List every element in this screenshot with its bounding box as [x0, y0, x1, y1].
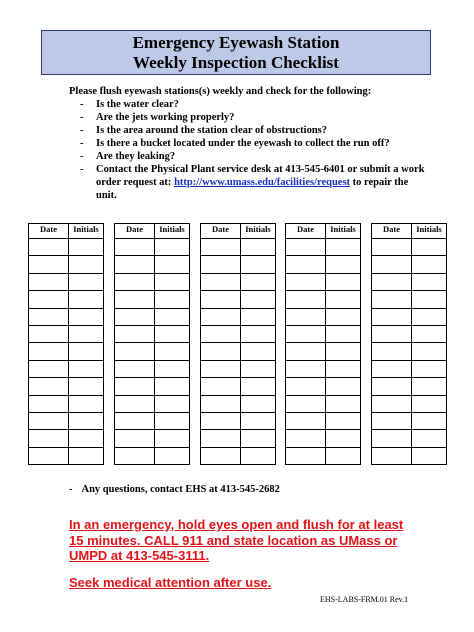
date-cell [372, 430, 412, 447]
date-cell [29, 395, 69, 412]
initials-cell [69, 412, 104, 429]
title-box [41, 30, 431, 75]
date-cell [115, 256, 155, 273]
table-row [29, 395, 104, 412]
date-cell [201, 291, 241, 308]
date-cell [286, 308, 326, 325]
date-cell [286, 239, 326, 256]
table-row [372, 378, 447, 395]
initials-cell [155, 273, 190, 290]
initials-cell [69, 447, 104, 464]
initials-cell [412, 239, 447, 256]
table-row [372, 291, 447, 308]
check-item [69, 124, 429, 137]
date-cell [372, 256, 412, 273]
initials-cell [326, 291, 361, 308]
initials-cell [412, 273, 447, 290]
date-cell [372, 447, 412, 464]
bullet-dash: - [80, 99, 84, 110]
date-cell [201, 325, 241, 342]
date-cell [372, 395, 412, 412]
table-row [372, 430, 447, 447]
table-row [201, 256, 276, 273]
initials-cell [69, 360, 104, 377]
contact-plant-item [69, 163, 429, 202]
date-cell [115, 291, 155, 308]
date-cell [29, 412, 69, 429]
table-row [29, 360, 104, 377]
emergency-notice [69, 517, 409, 564]
check-item-text: Are the jets working properly? [96, 112, 235, 123]
table-row [372, 256, 447, 273]
date-cell [286, 447, 326, 464]
initials-cell [155, 430, 190, 447]
bullet-dash: - [80, 138, 84, 149]
date-cell [201, 412, 241, 429]
table-row [201, 239, 276, 256]
date-cell [201, 273, 241, 290]
initials-column-header: Initials [155, 224, 190, 239]
initials-cell [412, 308, 447, 325]
date-cell [29, 273, 69, 290]
date-cell [115, 360, 155, 377]
bullet-dash: - [80, 125, 84, 136]
date-cell [286, 291, 326, 308]
initials-cell [326, 360, 361, 377]
table-row [286, 360, 361, 377]
initials-cell [326, 256, 361, 273]
date-cell [201, 378, 241, 395]
initials-cell [69, 343, 104, 360]
check-item [69, 98, 429, 111]
date-cell [201, 395, 241, 412]
table-row [286, 273, 361, 290]
initials-cell [155, 395, 190, 412]
table-row [201, 308, 276, 325]
initials-cell [412, 360, 447, 377]
table-row [286, 412, 361, 429]
initials-column-header: Initials [326, 224, 361, 239]
initials-cell [412, 291, 447, 308]
table-row [115, 378, 190, 395]
bullet-dash: - [80, 151, 84, 162]
table-row [201, 343, 276, 360]
date-cell [286, 395, 326, 412]
date-cell [286, 412, 326, 429]
initials-cell [326, 239, 361, 256]
initials-cell [155, 308, 190, 325]
table-row [115, 256, 190, 273]
contact-plant-text-1: Contact the Physical Plant service desk at 413-545-6401 or submit a work order request at: [96, 164, 425, 188]
date-cell [115, 325, 155, 342]
date-cell [372, 343, 412, 360]
table-row [372, 343, 447, 360]
bullet-dash: - [69, 484, 73, 495]
date-cell [201, 308, 241, 325]
table-row [201, 412, 276, 429]
date-cell [372, 378, 412, 395]
date-cell [115, 430, 155, 447]
table-row [201, 360, 276, 377]
initials-cell [241, 378, 276, 395]
date-cell [115, 273, 155, 290]
initials-cell [69, 273, 104, 290]
seek-medical-notice: Seek medical attention after use. [69, 575, 272, 590]
contact-plant-text-2: to repair the unit. [96, 177, 409, 201]
date-cell [29, 308, 69, 325]
table-row [201, 395, 276, 412]
table-row [372, 273, 447, 290]
table-row [286, 447, 361, 464]
table-row [201, 447, 276, 464]
date-cell [372, 239, 412, 256]
table-row [29, 256, 104, 273]
bullet-dash: - [80, 164, 84, 175]
initials-cell [241, 360, 276, 377]
table-row [372, 325, 447, 342]
table-row [286, 430, 361, 447]
check-item-text: Are they leaking? [96, 151, 176, 162]
initials-cell [69, 325, 104, 342]
table-row [29, 308, 104, 325]
initials-cell [412, 412, 447, 429]
date-cell [115, 343, 155, 360]
table-row [29, 378, 104, 395]
ehs-contact-line [69, 484, 280, 495]
date-cell [372, 325, 412, 342]
initials-cell [412, 343, 447, 360]
table-row [286, 256, 361, 273]
initials-cell [155, 343, 190, 360]
table-row [29, 239, 104, 256]
initials-cell [155, 239, 190, 256]
table-row [115, 343, 190, 360]
table-row [115, 273, 190, 290]
date-cell [372, 360, 412, 377]
initials-column-header: Initials [412, 224, 447, 239]
initials-cell [241, 273, 276, 290]
initials-cell [155, 412, 190, 429]
initials-cell [69, 291, 104, 308]
table-row [201, 273, 276, 290]
table-row [372, 239, 447, 256]
date-column-header: Date [115, 224, 155, 239]
initials-cell [69, 430, 104, 447]
check-item [69, 137, 429, 150]
check-item [69, 111, 429, 124]
table-row [115, 308, 190, 325]
date-cell [29, 343, 69, 360]
date-cell [115, 412, 155, 429]
date-cell [286, 430, 326, 447]
initials-cell [155, 291, 190, 308]
date-column-header: Date [29, 224, 69, 239]
date-cell [372, 291, 412, 308]
instructions [69, 85, 429, 202]
check-item [69, 150, 429, 163]
date-cell [29, 378, 69, 395]
table-row [29, 412, 104, 429]
date-column-header: Date [201, 224, 241, 239]
initials-column-header: Initials [241, 224, 276, 239]
table-row [115, 412, 190, 429]
bullet-dash: - [80, 112, 84, 123]
initials-cell [326, 273, 361, 290]
initials-cell [241, 447, 276, 464]
date-cell [286, 325, 326, 342]
table-row [286, 239, 361, 256]
date-column-header: Date [286, 224, 326, 239]
table-row [286, 308, 361, 325]
date-cell [115, 308, 155, 325]
table-row [372, 308, 447, 325]
date-cell [372, 412, 412, 429]
inspection-log-table [28, 223, 104, 465]
initials-cell [326, 395, 361, 412]
initials-cell [326, 378, 361, 395]
initials-cell [412, 378, 447, 395]
table-row [286, 343, 361, 360]
initials-cell [155, 325, 190, 342]
title-line-2: Weekly Inspection Checklist [133, 53, 339, 72]
intro-text: Please flush eyewash stations(s) weekly and check for the following: [69, 86, 372, 97]
initials-cell [412, 325, 447, 342]
initials-cell [69, 256, 104, 273]
table-row [29, 430, 104, 447]
date-cell [201, 447, 241, 464]
table-row [115, 325, 190, 342]
date-cell [115, 378, 155, 395]
initials-cell [69, 395, 104, 412]
ehs-contact-text: Any questions, contact EHS at 413-545-2682 [81, 484, 280, 495]
date-cell [201, 343, 241, 360]
date-cell [286, 343, 326, 360]
date-cell [201, 360, 241, 377]
inspection-log-table [114, 223, 190, 465]
date-cell [286, 256, 326, 273]
table-row [115, 239, 190, 256]
table-row [201, 325, 276, 342]
table-row [372, 412, 447, 429]
date-cell [115, 395, 155, 412]
initials-cell [326, 430, 361, 447]
date-cell [286, 273, 326, 290]
initials-cell [241, 343, 276, 360]
date-cell [29, 325, 69, 342]
date-column-header: Date [372, 224, 412, 239]
table-row [201, 378, 276, 395]
table-row [372, 360, 447, 377]
date-cell [29, 239, 69, 256]
table-row [115, 430, 190, 447]
initials-cell [241, 325, 276, 342]
table-row [286, 378, 361, 395]
initials-cell [326, 343, 361, 360]
table-row [115, 395, 190, 412]
table-row [372, 447, 447, 464]
emergency-text: In an emergency, hold eyes open and flush for at least 15 minutes. CALL 911 and state location as UMass or UMPD at 413-545-3111. [69, 517, 404, 563]
date-cell [29, 291, 69, 308]
initials-cell [69, 239, 104, 256]
initials-cell [69, 308, 104, 325]
table-row [29, 447, 104, 464]
initials-cell [412, 395, 447, 412]
title-line-1: Emergency Eyewash Station [132, 33, 340, 52]
date-cell [29, 430, 69, 447]
table-row [29, 343, 104, 360]
date-cell [29, 256, 69, 273]
check-list [69, 98, 429, 202]
initials-cell [155, 378, 190, 395]
date-cell [201, 256, 241, 273]
date-cell [29, 360, 69, 377]
date-cell [29, 447, 69, 464]
table-row [201, 291, 276, 308]
form-number: EHS-LABS-FRM.01 Rev.1 [320, 595, 409, 604]
date-cell [201, 430, 241, 447]
initials-cell [326, 325, 361, 342]
date-cell [286, 378, 326, 395]
inspection-log-table [200, 223, 276, 465]
date-cell [201, 239, 241, 256]
initials-cell [326, 412, 361, 429]
date-cell [115, 239, 155, 256]
check-item-text: Is there a bucket located under the eyewash to collect the run off? [96, 138, 390, 149]
table-row [286, 325, 361, 342]
table-row [29, 325, 104, 342]
table-row [286, 291, 361, 308]
initials-cell [412, 256, 447, 273]
initials-cell [69, 378, 104, 395]
initials-cell [241, 239, 276, 256]
inspection-log-tables [28, 223, 444, 476]
check-item-text: Is the area around the station clear of obstructions? [96, 125, 327, 136]
initials-cell [155, 256, 190, 273]
initials-cell [155, 447, 190, 464]
initials-cell [412, 430, 447, 447]
initials-cell [241, 291, 276, 308]
inspection-log-table [371, 223, 447, 465]
initials-cell [412, 447, 447, 464]
date-cell [286, 360, 326, 377]
check-item-text: Is the water clear? [96, 99, 179, 110]
initials-cell [241, 308, 276, 325]
date-cell [372, 308, 412, 325]
initials-cell [241, 256, 276, 273]
table-row [29, 291, 104, 308]
date-cell [115, 447, 155, 464]
initials-column-header: Initials [69, 224, 104, 239]
date-cell [372, 273, 412, 290]
initials-cell [326, 447, 361, 464]
initials-cell [155, 360, 190, 377]
table-row [115, 447, 190, 464]
table-row [115, 360, 190, 377]
initials-cell [241, 395, 276, 412]
initials-cell [241, 412, 276, 429]
facilities-request-link[interactable]: http://www.umass.edu/facilities/request [174, 177, 351, 188]
table-row [372, 395, 447, 412]
inspection-log-table [285, 223, 361, 465]
table-row [29, 273, 104, 290]
initials-cell [326, 308, 361, 325]
table-row [201, 430, 276, 447]
table-row [115, 291, 190, 308]
table-row [286, 395, 361, 412]
initials-cell [241, 430, 276, 447]
